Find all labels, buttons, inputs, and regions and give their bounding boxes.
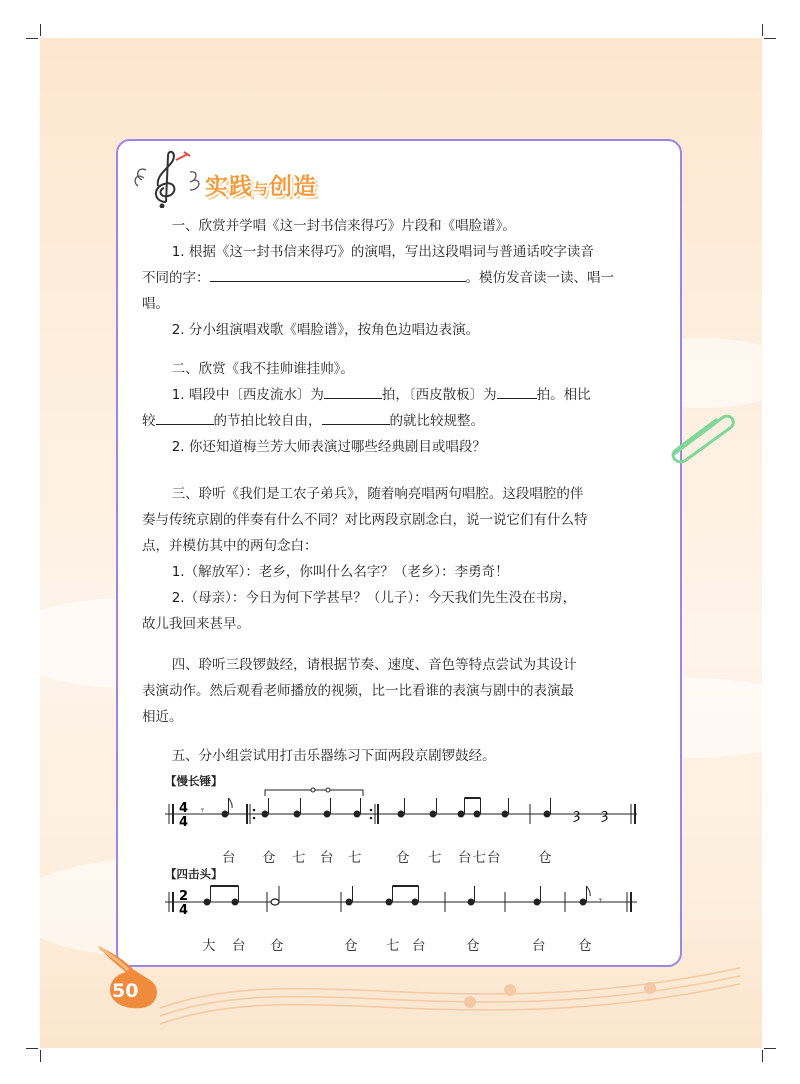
time-signature-top: 2 — [179, 889, 189, 904]
crop-mark — [762, 1050, 763, 1062]
p1-q1-line3: 唱。 — [142, 296, 169, 312]
score1-syllable: 仓 — [538, 850, 552, 866]
p3-line1: 三、聆听《我们是工农子弟兵》，随着响亮唱两句唱腔。这段唱腔的伴 — [171, 486, 584, 502]
treble-clef-icon — [132, 150, 200, 208]
p3-dialogue-2: 2.（母亲）：今日为何下学甚早？（儿子）：今天我们先生没在书房， — [171, 590, 577, 606]
time-signature-top: 4 — [179, 801, 189, 816]
section-title-part: 创造 — [269, 174, 318, 200]
p2-q1-text: 较 — [142, 413, 156, 429]
p3-line2: 奏与传统京剧的伴奏有什么不同？对比两段京剧念白，说一说它们有什么特 — [142, 512, 588, 528]
section-title-part: 实践 — [205, 174, 253, 200]
crop-mark — [762, 24, 763, 36]
crop-mark — [764, 38, 776, 39]
p4-line3: 相近。 — [142, 709, 183, 725]
answer-blank[interactable] — [324, 384, 382, 399]
p2-q1-text: 的就比较规整。 — [389, 413, 484, 429]
crop-mark — [40, 24, 41, 36]
svg-text:ȝ: ȝ — [601, 807, 609, 823]
p3-dialogue-1: 1.（解放军）：老乡，你叫什么名字？（老乡）：李勇奇！ — [171, 564, 509, 580]
p2-q1-text: 的节拍比较自由， — [213, 413, 322, 429]
score2-syllable: 大 — [202, 938, 216, 954]
score2-syllable: 仓 — [578, 938, 592, 954]
crop-mark — [26, 38, 38, 39]
score2-syllable: 仓 — [466, 938, 480, 954]
p1-q1-text: 。模仿发音读一读、唱一 — [465, 270, 614, 286]
svg-text:ȝ: ȝ — [573, 807, 581, 823]
svg-text:𝄾: 𝄾 — [201, 804, 204, 817]
p3-dialogue-2-cont: 故儿我回来甚早。 — [142, 616, 250, 632]
p2-q1-text: 拍，〔西皮散板〕为 — [381, 387, 497, 403]
p2-heading: 二、欣赏《我不挂帅谁挂帅》。 — [171, 361, 354, 377]
score1-syllable: 七 — [348, 850, 362, 866]
crop-mark — [26, 1048, 38, 1049]
time-signature-bottom: 4 — [179, 903, 189, 918]
p2-q1-text: 拍。相比 — [536, 387, 591, 403]
score2-syllable: 仓 — [344, 938, 358, 954]
section-title-part: 与 — [253, 180, 270, 198]
crop-mark — [40, 1050, 41, 1062]
score1-syllable: 台 — [222, 850, 236, 866]
time-signature-bottom: 4 — [179, 815, 189, 830]
p4-line2: 表演动作。然后观看老师播放的视频，比一比看谁的表演与剧中的表演最 — [142, 683, 574, 699]
p1-q2: 2. 分小组演唱戏歌《唱脸谱》，按角色边唱边表演。 — [171, 322, 480, 338]
score2-syllable: 台 — [232, 938, 246, 954]
score2-syllable: 台 — [412, 938, 426, 954]
p1-q1-text: 不同的字： — [142, 270, 210, 286]
p1-heading: 一、欣赏并学唱《这一封书信来得巧》片段和《唱脸谱》。 — [171, 218, 516, 234]
p2-q1-text: 1. 唱段中〔西皮流水〕为 — [171, 387, 324, 403]
answer-blank[interactable] — [322, 410, 390, 425]
crop-mark — [764, 1048, 776, 1049]
score1-syllable: 仓 — [396, 850, 410, 866]
answer-blank[interactable] — [210, 267, 466, 282]
score2-staff — [165, 880, 645, 926]
score2-syllable: 七 — [386, 938, 400, 954]
p2-q1-line1 — [142, 382, 642, 408]
score2-syllable: 仓 — [270, 938, 284, 954]
score1-syllable: 仓 — [262, 850, 276, 866]
svg-text:𝄾: 𝄾 — [599, 894, 602, 907]
answer-blank[interactable] — [497, 384, 537, 399]
p2-q2: 2. 你还知道梅兰芳大师表演过哪些经典剧目或唱段？ — [171, 439, 486, 455]
p1-q1-line1: 1. 根据《这一封书信来得巧》的演唱，写出这段唱词与普通话咬字读音 — [171, 244, 594, 260]
score2-label: 【四击头】 — [165, 867, 223, 881]
answer-blank[interactable] — [156, 410, 214, 425]
section-title — [201, 168, 321, 202]
score1-syllable: 七 — [292, 850, 306, 866]
paper-clip-icon — [664, 408, 736, 464]
p5-heading: 五、分小组尝试用打击乐器练习下面两段京剧锣鼓经。 — [171, 748, 496, 764]
page-number: 50 — [112, 980, 139, 1002]
score1-label: 【慢长锤】 — [165, 774, 223, 788]
p3-line3: 点，并模仿其中的两句念白： — [142, 538, 318, 554]
score2-syllable: 台 — [532, 938, 546, 954]
p4-line1: 四、聆听三段锣鼓经，请根据节奏、速度、音色等特点尝试为其设计 — [171, 657, 577, 673]
score1-staff — [165, 786, 645, 836]
p1-q1-line2 — [142, 265, 642, 291]
score1-syllable: 七 — [428, 850, 442, 866]
score1-syllable: 台七台 — [458, 850, 502, 866]
p2-q1-line2 — [142, 408, 642, 434]
score1-syllable: 台 — [320, 850, 334, 866]
